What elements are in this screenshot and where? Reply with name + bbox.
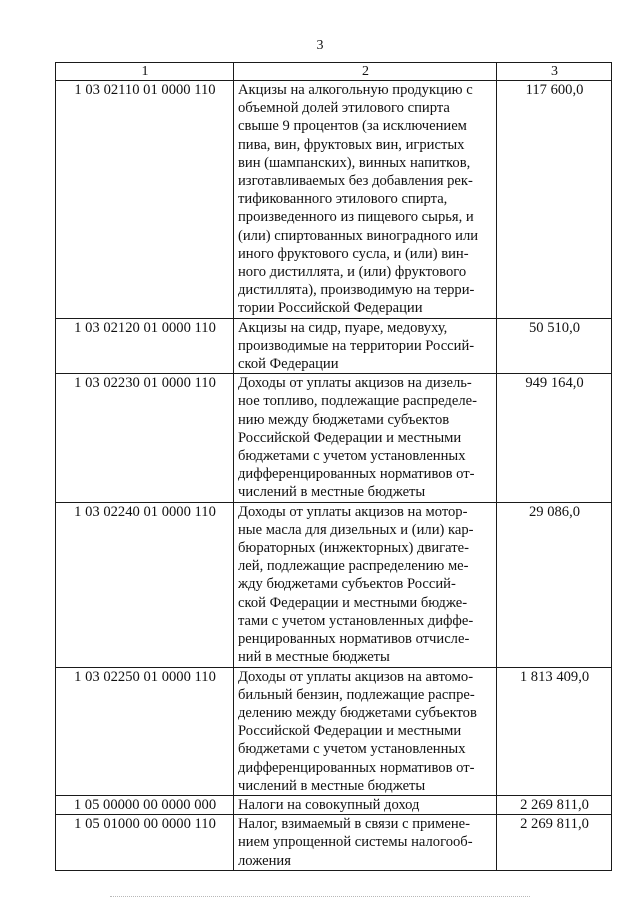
- scan-footer-divider: [110, 896, 530, 897]
- table-row: [56, 374, 612, 502]
- header-code-column: 1: [56, 63, 234, 81]
- header-amount-column: 3: [497, 63, 612, 81]
- amount-cell: 2 269 811,0: [497, 815, 612, 871]
- revenue-name-line: Налог, взимаемый в связи с примене-: [238, 816, 470, 833]
- revenue-name-line: свыше 9 процентов (за исключением: [238, 118, 467, 135]
- revenue-name-line: ное топливо, подлежащие распределе-: [238, 393, 477, 410]
- amount-cell: 117 600,0: [497, 81, 612, 319]
- budget-code-cell: 1 03 02120 01 0000 110: [56, 318, 234, 374]
- revenue-name-line: пива, вин, фруктовых вин, игристых: [238, 136, 465, 153]
- revenue-name-line: ний в местные бюджеты: [238, 649, 390, 666]
- revenue-name-line: делению между бюджетами субъектов: [238, 704, 477, 721]
- revenue-name-line: производимые на территории Россий-: [238, 337, 475, 354]
- revenue-name-line: иного фруктового сусла, и (или) вин-: [238, 245, 469, 262]
- revenue-name-line: лей, подлежащие распределению ме-: [238, 558, 469, 575]
- amount-cell: 1 813 409,0: [497, 667, 612, 795]
- revenue-name-line: тории Российской Федерации: [238, 300, 423, 317]
- revenue-name-line: дистиллята), производимую на терри-: [238, 282, 475, 299]
- revenue-name-line: нию между бюджетами субъектов: [238, 411, 450, 428]
- revenue-name-cell: [234, 81, 497, 319]
- table-row: [56, 81, 612, 319]
- header-name-column: 2: [234, 63, 497, 81]
- revenue-name-line: числений в местные бюджеты: [238, 777, 426, 794]
- budget-code-cell: 1 03 02240 01 0000 110: [56, 502, 234, 667]
- amount-cell: 29 086,0: [497, 502, 612, 667]
- revenue-name-line: жду бюджетами субъектов Россий-: [238, 576, 456, 593]
- revenue-name-line: бюраторных (инжекторных) двигате-: [238, 540, 469, 557]
- revenue-name-cell: [234, 815, 497, 871]
- revenue-name-line: произведенного из пищевого сырья, и: [238, 209, 474, 226]
- revenue-name-line: ложения: [238, 852, 291, 869]
- revenue-name-line: бюджетами с учетом установленных: [238, 448, 466, 465]
- budget-code-cell: 1 05 00000 00 0000 000: [56, 795, 234, 814]
- budget-revenue-table: [55, 62, 612, 871]
- revenue-name-line: вин (шампанских), винных напитков,: [238, 154, 471, 171]
- revenue-name-line: Доходы от уплаты акцизов на мотор-: [238, 503, 468, 520]
- revenue-name-line: ренцированных нормативов отчисле-: [238, 631, 470, 648]
- table-row: [56, 502, 612, 667]
- revenue-name-line: (или) спиртованных виноградного или: [238, 227, 479, 244]
- amount-cell: 50 510,0: [497, 318, 612, 374]
- revenue-name-line: ного дистиллята, и (или) фруктового: [238, 264, 467, 281]
- table-row: [56, 667, 612, 795]
- revenue-name-line: бюджетами с учетом установленных: [238, 741, 466, 758]
- revenue-name-cell: [234, 667, 497, 795]
- table-row: [56, 318, 612, 374]
- revenue-name-line: Налоги на совокупный доход: [238, 796, 420, 813]
- revenue-name-cell: [234, 318, 497, 374]
- revenue-name-line: ные масла для дизельных и (или) кар-: [238, 521, 474, 538]
- table-row: [56, 795, 612, 814]
- revenue-name-line: тами с учетом установленных диффе-: [238, 612, 474, 629]
- budget-code-cell: 1 03 02110 01 0000 110: [56, 81, 234, 319]
- revenue-name-line: Доходы от уплаты акцизов на автомо-: [238, 668, 474, 685]
- revenue-name-line: объемной долей этилового спирта: [238, 100, 450, 117]
- revenue-name-line: ской Федерации и местными бюдже-: [238, 594, 468, 611]
- revenue-name-line: бильный бензин, подлежащие распре-: [238, 686, 475, 703]
- revenue-name-cell: [234, 374, 497, 502]
- revenue-name-line: Акцизы на сидр, пуаре, медовуху,: [238, 319, 448, 336]
- amount-cell: 949 164,0: [497, 374, 612, 502]
- revenue-name-line: нием упрощенной системы налогооб-: [238, 834, 473, 851]
- budget-code-cell: 1 05 01000 00 0000 110: [56, 815, 234, 871]
- revenue-name-cell: [234, 502, 497, 667]
- revenue-name-cell: [234, 795, 497, 814]
- budget-code-cell: 1 03 02250 01 0000 110: [56, 667, 234, 795]
- revenue-name-line: Российской Федерации и местными: [238, 723, 462, 740]
- revenue-name-line: Доходы от уплаты акцизов на дизель-: [238, 375, 472, 392]
- revenue-name-line: ской Федерации: [238, 356, 339, 373]
- amount-cell: 2 269 811,0: [497, 795, 612, 814]
- table-header-row: [56, 63, 612, 81]
- revenue-name-line: изготавливаемых без добавления рек-: [238, 173, 473, 190]
- revenue-name-line: Акцизы на алкогольную продукцию с: [238, 82, 473, 98]
- budget-code-cell: 1 03 02230 01 0000 110: [56, 374, 234, 502]
- revenue-name-line: Российской Федерации и местными: [238, 429, 462, 446]
- revenue-name-line: числений в местные бюджеты: [238, 484, 426, 501]
- page-number: 3: [316, 38, 324, 53]
- revenue-name-line: тификованного этилового спирта,: [238, 191, 448, 208]
- revenue-name-line: дифференцированных нормативов от-: [238, 759, 475, 776]
- revenue-name-line: дифференцированных нормативов от-: [238, 466, 475, 483]
- table-row: [56, 815, 612, 871]
